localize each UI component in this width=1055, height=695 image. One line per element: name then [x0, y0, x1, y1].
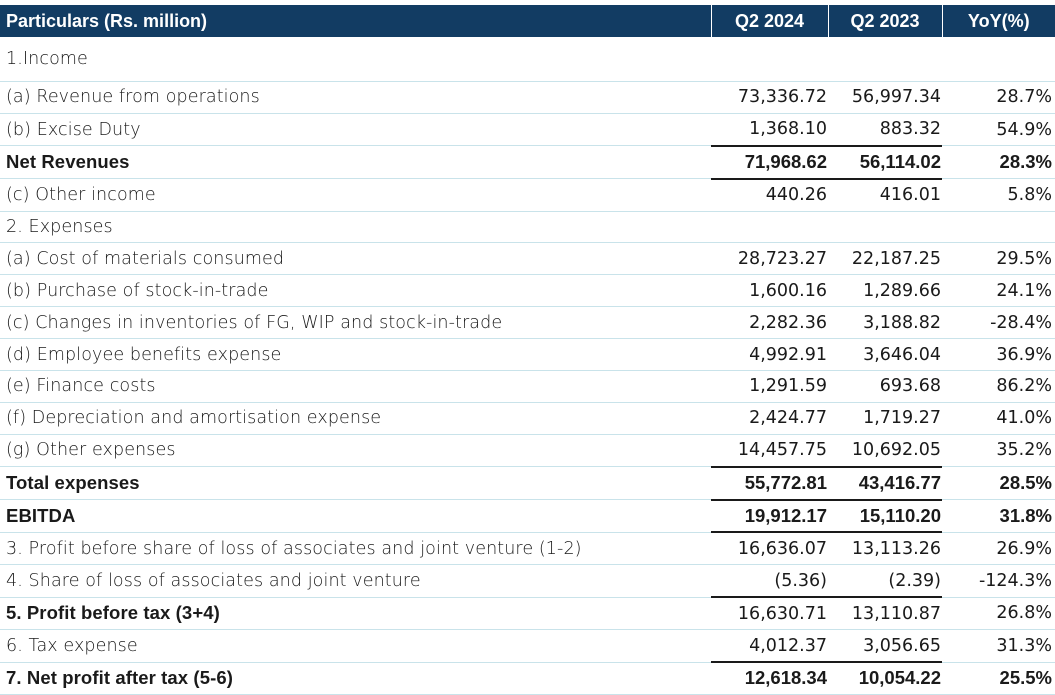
q2-2024-value: 71,968.62 [711, 146, 828, 179]
table-row [0, 179, 1055, 211]
q2-2023-value: 693.68 [828, 371, 942, 403]
row-label: (a) Revenue from operations [0, 82, 711, 114]
q2-2024-value: 28,723.27 [711, 243, 828, 275]
q2-2023-value: 56,114.02 [828, 146, 942, 179]
table-row [0, 307, 1055, 339]
row-label: (b) Purchase of stock-in-trade [0, 275, 711, 307]
financial-results-table [0, 5, 1055, 695]
yoy-value [942, 211, 1055, 243]
q2-2024-value: 4,012.37 [711, 630, 828, 662]
header-yoy: YoY(%) [942, 5, 1055, 37]
row-label: (g) Other expenses [0, 434, 711, 466]
q2-2024-value [711, 37, 828, 82]
yoy-value: 26.9% [942, 532, 1055, 564]
table-row [0, 243, 1055, 275]
table-row [0, 371, 1055, 403]
q2-2023-value: (2.39) [828, 565, 942, 597]
row-label: Total expenses [0, 467, 711, 500]
q2-2024-value: 16,636.07 [711, 532, 828, 564]
table-row-subtotal [0, 500, 1055, 533]
row-label: 7. Net profit after tax (5-6) [0, 662, 711, 694]
q2-2023-value: 1,289.66 [828, 275, 942, 307]
q2-2023-value: 43,416.77 [828, 467, 942, 500]
row-label: (e) Finance costs [0, 371, 711, 403]
row-label: (b) Excise Duty [0, 113, 711, 145]
row-label: 4. Share of loss of associates and joint venture [0, 565, 711, 597]
q2-2024-value: 73,336.72 [711, 82, 828, 114]
q2-2023-value: 883.32 [828, 113, 942, 145]
q2-2023-value: 22,187.25 [828, 243, 942, 275]
q2-2023-value: 1,719.27 [828, 402, 942, 434]
table-row-subtotal [0, 146, 1055, 179]
row-label: 6. Tax expense [0, 630, 711, 662]
table-row [0, 532, 1055, 564]
yoy-value: 86.2% [942, 371, 1055, 403]
yoy-value: -28.4% [942, 307, 1055, 339]
q2-2023-value: 10,054.22 [828, 662, 942, 694]
q2-2024-value: 2,424.77 [711, 402, 828, 434]
q2-2024-value: 4,992.91 [711, 339, 828, 371]
yoy-value: 24.1% [942, 275, 1055, 307]
yoy-value: 31.3% [942, 630, 1055, 662]
table-header-row [0, 5, 1055, 37]
yoy-value: 28.5% [942, 467, 1055, 500]
q2-2023-value: 10,692.05 [828, 434, 942, 466]
q2-2023-value: 13,110.87 [828, 597, 942, 629]
q2-2023-value: 3,188.82 [828, 307, 942, 339]
table-row-subtotal [0, 597, 1055, 629]
row-label: (f) Depreciation and amortisation expense [0, 402, 711, 434]
row-label: 5. Profit before tax (3+4) [0, 597, 711, 629]
table-row [0, 37, 1055, 82]
table-row [0, 339, 1055, 371]
q2-2023-value [828, 211, 942, 243]
yoy-value: 26.8% [942, 597, 1055, 629]
table-row [0, 275, 1055, 307]
table-row [0, 630, 1055, 662]
yoy-value: 28.3% [942, 146, 1055, 179]
table-row [0, 434, 1055, 466]
q2-2023-value [828, 37, 942, 82]
q2-2024-value: (5.36) [711, 565, 828, 597]
table-row [0, 402, 1055, 434]
row-label: Net Revenues [0, 146, 711, 179]
row-label: (d) Employee benefits expense [0, 339, 711, 371]
yoy-value: 36.9% [942, 339, 1055, 371]
row-label: (c) Other income [0, 179, 711, 211]
q2-2023-value: 13,113.26 [828, 532, 942, 564]
yoy-value: -124.3% [942, 565, 1055, 597]
q2-2023-value: 3,646.04 [828, 339, 942, 371]
q2-2024-value: 19,912.17 [711, 500, 828, 533]
header-q2-2023: Q2 2023 [828, 5, 942, 37]
yoy-value: 28.7% [942, 82, 1055, 114]
q2-2024-value: 1,291.59 [711, 371, 828, 403]
yoy-value: 25.5% [942, 662, 1055, 694]
table-row-total [0, 662, 1055, 694]
table-row [0, 113, 1055, 145]
q2-2024-value: 2,282.36 [711, 307, 828, 339]
header-q2-2024: Q2 2024 [711, 5, 828, 37]
yoy-value [942, 37, 1055, 82]
q2-2024-value: 12,618.34 [711, 662, 828, 694]
q2-2023-value: 56,997.34 [828, 82, 942, 114]
table-row [0, 211, 1055, 243]
q2-2024-value: 1,600.16 [711, 275, 828, 307]
row-label: (c) Changes in inventories of FG, WIP and stock-in-trade [0, 307, 711, 339]
q2-2024-value: 440.26 [711, 179, 828, 211]
header-particulars: Particulars (Rs. million) [0, 5, 711, 37]
q2-2023-value: 15,110.20 [828, 500, 942, 533]
yoy-value: 29.5% [942, 243, 1055, 275]
row-label: EBITDA [0, 500, 711, 533]
row-label: (a) Cost of materials consumed [0, 243, 711, 275]
q2-2024-value: 55,772.81 [711, 467, 828, 500]
table-row [0, 565, 1055, 597]
q2-2024-value: 16,630.71 [711, 597, 828, 629]
yoy-value: 41.0% [942, 402, 1055, 434]
row-label: 1.Income [0, 37, 711, 82]
q2-2024-value: 14,457.75 [711, 434, 828, 466]
yoy-value: 54.9% [942, 113, 1055, 145]
yoy-value: 5.8% [942, 179, 1055, 211]
q2-2024-value: 1,368.10 [711, 113, 828, 145]
row-label: 2. Expenses [0, 211, 711, 243]
row-label: 3. Profit before share of loss of associates and joint venture (1-2) [0, 532, 711, 564]
yoy-value: 35.2% [942, 434, 1055, 466]
table-row [0, 82, 1055, 114]
q2-2024-value [711, 211, 828, 243]
table-row-subtotal [0, 467, 1055, 500]
q2-2023-value: 416.01 [828, 179, 942, 211]
yoy-value: 31.8% [942, 500, 1055, 533]
q2-2023-value: 3,056.65 [828, 630, 942, 662]
